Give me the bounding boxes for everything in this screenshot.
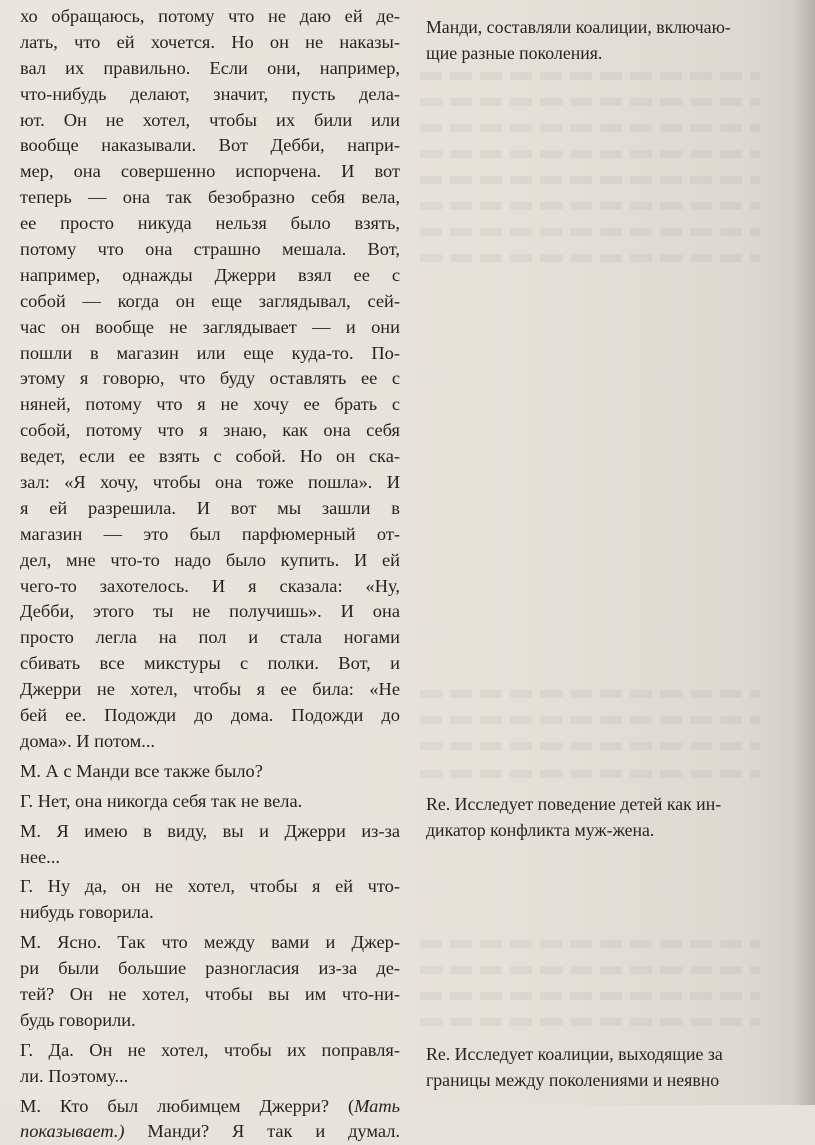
text-line: вообще наказывали. Вот Дебби, напри- bbox=[20, 135, 400, 156]
text-line: границы между поколениями и неявно bbox=[426, 1070, 720, 1090]
text-line: лать, что ей хочется. Но он не наказы- bbox=[20, 31, 400, 52]
text-line: бей ее. Подожди до дома. Подожди до bbox=[20, 705, 400, 726]
text-line: дикатор конфликта муж-жена. bbox=[426, 820, 655, 840]
bleed-through-text bbox=[420, 254, 760, 262]
bleed-through-text bbox=[420, 770, 760, 778]
bleed-through-text bbox=[420, 176, 760, 184]
text-line: дома». И потом... bbox=[20, 730, 156, 751]
text-line: например, однажды Джерри взял ее с bbox=[20, 264, 400, 285]
text-line: будь говорили. bbox=[20, 1009, 136, 1030]
bleed-through-text bbox=[420, 228, 760, 236]
stage-direction: показывает.) bbox=[20, 1121, 125, 1142]
text-line: зал: «Я хочу, чтобы она тоже пошла». И bbox=[20, 472, 400, 493]
text-line: няней, потому что я не хочу ее брать с bbox=[20, 394, 400, 415]
text-line: вал их правильно. Если они, например, bbox=[20, 57, 400, 78]
text-line: Г. Ну да, он не хотел, чтобы я ей что- bbox=[20, 876, 400, 897]
text-line: нее... bbox=[20, 846, 60, 867]
text-line: Дебби, этого ты не получишь». И она bbox=[20, 601, 400, 622]
bleed-through-text bbox=[420, 716, 760, 724]
text-line: ее просто никуда нельзя было взять, bbox=[20, 213, 400, 234]
dialogue-line-mother bbox=[20, 789, 400, 815]
bleed-through-text bbox=[420, 940, 760, 948]
text-line: тей? Он не хотел, чтобы вы им что-ни- bbox=[20, 983, 400, 1004]
bleed-through-text bbox=[420, 72, 760, 80]
bleed-through-text bbox=[420, 690, 760, 698]
text-line: я ей разрешила. И вот мы зашли в bbox=[20, 497, 400, 518]
text-line: Re. Исследует коалиции, выходящие за bbox=[426, 1044, 723, 1064]
text-line bbox=[20, 1094, 400, 1120]
text-line: ведет, если ее взять с собой. Но он ска- bbox=[20, 446, 400, 467]
dialogue-line-mother bbox=[20, 1038, 400, 1090]
paragraph-mother-story bbox=[20, 4, 400, 755]
text-line: собой, потому что я знаю, как она себя bbox=[20, 420, 400, 441]
text-line: М. Ясно. Так что между вами и Джер- bbox=[20, 932, 400, 953]
dialogue-line-therapist bbox=[20, 930, 400, 1034]
text-line: дел, мне что-то надо было купить. И ей bbox=[20, 549, 400, 570]
text-line: Re. Исследует поведение детей как ин- bbox=[426, 794, 722, 814]
page-edge-shadow bbox=[793, 0, 815, 1105]
bleed-through-text bbox=[420, 124, 760, 132]
text-line: Г. Да. Он не хотел, чтобы их поправля- bbox=[20, 1039, 400, 1060]
text-line: потому что она страшно мешала. Вот, bbox=[20, 239, 400, 260]
margin-note-child-behavior bbox=[426, 791, 798, 843]
text-line: мер, она совершенно испорчена. И вот bbox=[20, 161, 400, 182]
dialogue-line-therapist bbox=[20, 1094, 400, 1145]
text-line: сбивать все микстуры с полки. Вот, и bbox=[20, 653, 400, 674]
margin-note-coalitions bbox=[426, 1041, 798, 1093]
text-segment: Манди? Я так и думал. bbox=[124, 1121, 400, 1142]
text-line: хо обращаюсь, потому что не даю ей де- bbox=[20, 6, 400, 26]
text-line: Джерри не хотел, чтобы я ее била: «Не bbox=[20, 679, 400, 700]
bleed-through-text bbox=[420, 992, 760, 1000]
bleed-through-text bbox=[420, 1018, 760, 1026]
text-line: собой — когда он еще заглядывал, сей- bbox=[20, 290, 400, 311]
dialogue-line-therapist bbox=[20, 759, 400, 785]
text-line: что-нибудь делают, значит, пусть дела- bbox=[20, 83, 400, 104]
bleed-through-text bbox=[420, 742, 760, 750]
bleed-through-text bbox=[420, 202, 760, 210]
text-line: ри были большие разногласия из-за де- bbox=[20, 958, 400, 979]
text-line: магазин — это был парфюмерный от- bbox=[20, 523, 400, 544]
text-line: М. А с Манди все также было? bbox=[20, 760, 263, 781]
text-line: просто легла на пол и стала ногами bbox=[20, 627, 400, 648]
bleed-through-text bbox=[420, 150, 760, 158]
text-line bbox=[20, 1119, 400, 1145]
text-line: час он вообще не заглядывает — и они bbox=[20, 316, 400, 337]
text-line: Манди, составляли коалиции, включаю- bbox=[426, 17, 731, 37]
margin-note-continued bbox=[426, 14, 798, 66]
text-line: ют. Он не хотел, чтобы их били или bbox=[20, 109, 400, 130]
text-line: нибудь говорила. bbox=[20, 902, 154, 923]
text-line: М. Я имею в виду, вы и Джерри из-за bbox=[20, 820, 400, 841]
text-line: Г. Нет, она никогда себя так не вела. bbox=[20, 790, 303, 811]
dialogue-line-mother bbox=[20, 874, 400, 926]
text-line: ли. Поэтому... bbox=[20, 1065, 129, 1086]
bleed-through-text bbox=[420, 98, 760, 106]
text-line: этому я говорю, что буду оставлять ее с bbox=[20, 368, 400, 389]
text-line: щие разные поколения. bbox=[426, 43, 603, 63]
text-line: пошли в магазин или еще куда-то. По- bbox=[20, 342, 400, 363]
dialogue-line-therapist bbox=[20, 819, 400, 871]
transcript-column bbox=[20, 4, 400, 1145]
text-segment: М. Кто был любимцем Джерри? ( bbox=[20, 1095, 355, 1116]
stage-direction: Мать bbox=[354, 1095, 400, 1116]
text-line: теперь — она так безобразно себя вела, bbox=[20, 187, 400, 208]
bleed-through-text bbox=[420, 966, 760, 974]
text-line: чего-то захотелось. И я сказала: «Ну, bbox=[20, 575, 400, 596]
